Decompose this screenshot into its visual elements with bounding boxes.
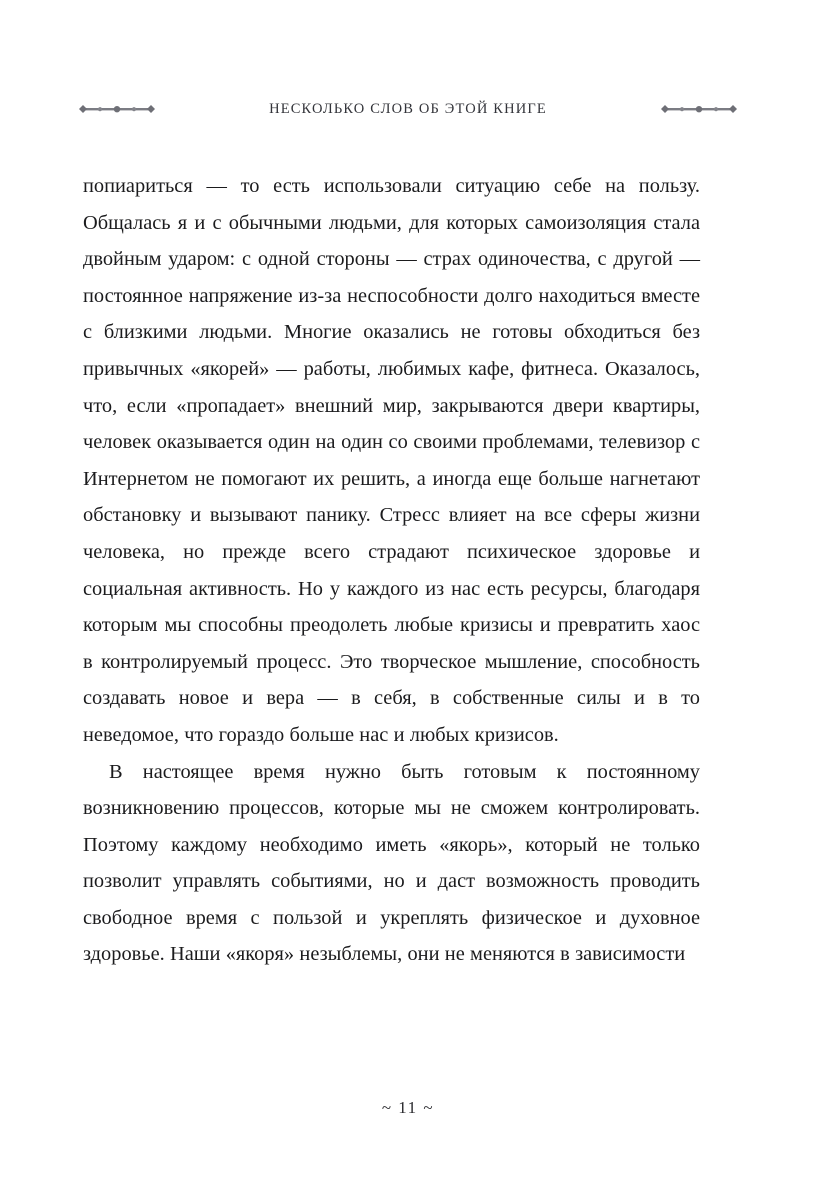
header-ornament-left-icon [78, 100, 156, 118]
running-header-title: НЕСКОЛЬКО СЛОВ ОБ ЭТОЙ КНИГЕ [269, 100, 547, 117]
header-ornament-right-icon [660, 100, 738, 118]
running-header [78, 96, 738, 122]
page-number: ~ 11 ~ [381, 1098, 435, 1117]
body-text-block [83, 168, 700, 973]
paragraph: попиариться — то есть использовали ситуацию себе на пользу. Общалась я и с обычными людьми, для которых самоизоляция стала двойным ударом: с одной стороны — страх одиночества, с другой — постоянное напряжение из-за неспособности долго находиться вместе с близкими людьми. Многие оказались не готовы обходиться без привычных «якорей» — работы, любимых кафе, фитнеса. Оказалось, что, если «пропадает» внешний мир, закрываются двери квартиры, человек оказывается один на один со своими проблемами, телевизор с Интернетом не помогают их решить, а иногда еще больше нагнетают обстановку и вызывают панику. Стресс влияет на все сферы жизни человека, но прежде всего страдают психическое здоровье и социальная активность. Но у каждого из нас есть ресурсы, благодаря которым мы способны преодолеть любые кризисы и превратить хаос в контролируемый процесс. Это творческое мышление, способность создавать новое и вера — в себя, в собственные силы и в то неведомое, что гораздо больше нас и любых кризисов. [83, 175, 700, 746]
paragraph: В настоящее время нужно быть готовым к постоянному возникновению процессов, которые мы не сможем контролировать. Поэтому каждому необходимо иметь «якорь», который не только позволит управлять событиями, но и даст возможность проводить свободное время с пользой и укреплять физическое и духовное здоровье. Наши «якоря» незыблемы, они не меняются в зависимости [83, 760, 700, 966]
